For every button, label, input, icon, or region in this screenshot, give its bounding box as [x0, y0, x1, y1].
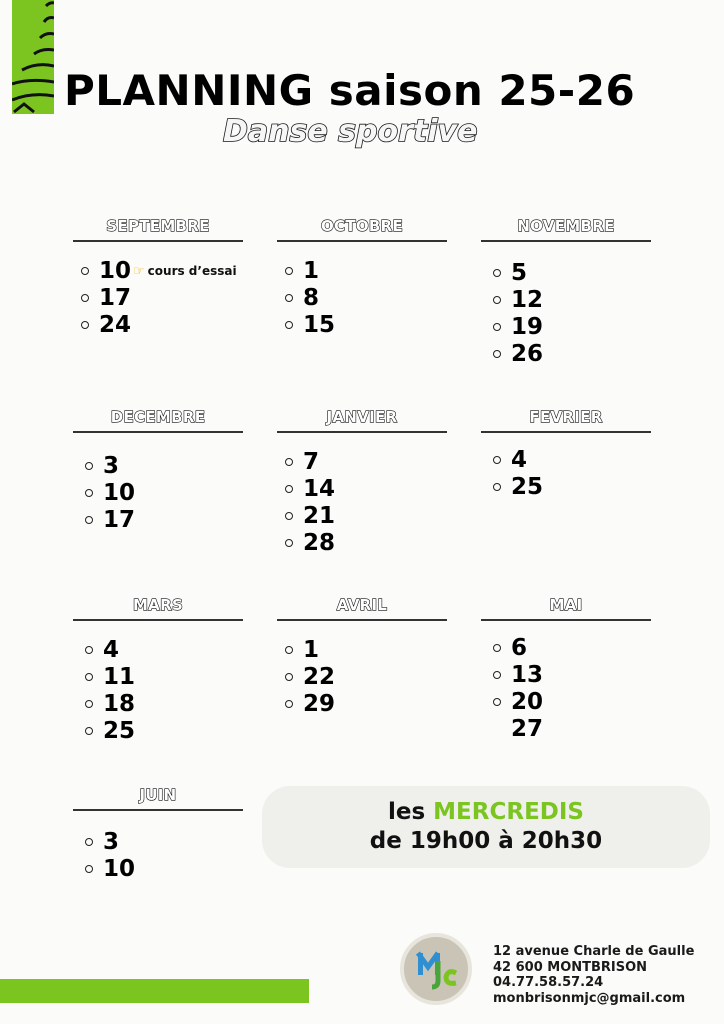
day-number: 22 [303, 663, 336, 690]
day-number: 24 [99, 311, 132, 338]
page-subtitle: Danse sportive [223, 114, 478, 149]
day-number: 28 [303, 529, 336, 556]
list-item [285, 258, 447, 285]
schedule-prefix: les [387, 799, 434, 825]
month-title: MAI [549, 596, 583, 614]
list-item [81, 258, 243, 285]
day-number: 25 [103, 717, 136, 744]
day-list [481, 447, 651, 501]
month-decembre [73, 406, 243, 534]
day-number: 15 [303, 311, 336, 338]
list-item [493, 287, 651, 314]
list-item [285, 664, 447, 691]
list-item [85, 664, 243, 691]
list-item [493, 447, 651, 474]
month-divider [277, 240, 447, 242]
month-janvier [277, 406, 447, 557]
zebra-pattern-icon [12, 0, 54, 114]
bullet-icon [493, 725, 501, 733]
bullet-icon [81, 267, 89, 275]
schedule-time: de 19h00 à 20h30 [369, 828, 603, 854]
bullet-icon [493, 483, 501, 491]
mjc-logo [400, 933, 472, 1005]
contact-info [493, 944, 718, 1006]
contact-address-street: 12 avenue Charle de Gaulle [493, 944, 695, 959]
list-item [85, 453, 243, 480]
list-item [493, 260, 651, 287]
day-number: 19 [511, 313, 544, 340]
month-divider [73, 809, 243, 811]
list-item [493, 689, 651, 716]
bullet-icon [493, 644, 501, 652]
bullet-icon [85, 700, 93, 708]
month-divider [277, 619, 447, 621]
list-item [285, 637, 447, 664]
day-number: 29 [303, 690, 336, 717]
day-number: 20 [511, 688, 544, 715]
month-divider [73, 431, 243, 433]
day-list [73, 637, 243, 745]
month-mai [481, 594, 651, 743]
bullet-icon [85, 516, 93, 524]
bullet-icon [285, 539, 293, 547]
month-divider [73, 240, 243, 242]
month-title: NOVEMBRE [517, 217, 615, 235]
bullet-icon [285, 321, 293, 329]
list-item [493, 716, 651, 743]
day-number: 10 [103, 479, 136, 506]
list-item [493, 474, 651, 501]
list-item [493, 341, 651, 368]
list-item [81, 312, 243, 339]
pointing-hand-icon: ☞ [133, 263, 145, 279]
month-divider [481, 619, 651, 621]
day-number: 1 [303, 257, 320, 284]
day-number: 25 [511, 473, 544, 500]
day-list [481, 635, 651, 743]
day-number: 1 [303, 636, 320, 663]
bullet-icon [493, 296, 501, 304]
day-number: 3 [103, 828, 120, 855]
month-divider [277, 431, 447, 433]
bullet-icon [493, 456, 501, 464]
day-number: 27 [511, 715, 544, 742]
list-item [85, 718, 243, 745]
day-number: 13 [511, 661, 544, 688]
bullet-icon [285, 267, 293, 275]
day-number: 21 [303, 502, 336, 529]
month-divider [73, 619, 243, 621]
list-item [85, 480, 243, 507]
list-item [85, 829, 243, 856]
month-title: OCTOBRE [320, 217, 404, 235]
month-octobre [277, 215, 447, 339]
day-list [277, 258, 447, 339]
month-juin [73, 784, 243, 883]
note-text: cours d’essai [147, 264, 237, 278]
list-item [81, 285, 243, 312]
page-title: PLANNING saison 25-26 [64, 66, 636, 115]
bullet-icon [285, 512, 293, 520]
list-item [285, 312, 447, 339]
decorative-green-strip-top [12, 0, 54, 114]
list-item [285, 285, 447, 312]
day-number: 11 [103, 663, 136, 690]
schedule-weekday: MERCREDIS [433, 799, 584, 825]
list-item [85, 637, 243, 664]
month-fevrier [481, 406, 651, 501]
day-number: 8 [303, 284, 320, 311]
bullet-icon [85, 462, 93, 470]
day-number: 12 [511, 286, 544, 313]
day-number: 5 [511, 259, 528, 286]
bullet-icon [285, 673, 293, 681]
day-number: 10 [103, 855, 136, 882]
month-septembre [73, 215, 243, 339]
bullet-icon [493, 671, 501, 679]
bullet-icon [285, 646, 293, 654]
contact-address-city: 42 600 MONTBRISON [493, 959, 648, 975]
month-title: AVRIL [336, 596, 388, 614]
day-number: 4 [103, 636, 120, 663]
month-title: MARS [132, 596, 184, 614]
day-number: 7 [303, 448, 320, 475]
schedule-day [262, 798, 710, 827]
bullet-icon [493, 323, 501, 331]
day-list [277, 449, 447, 557]
day-number: 17 [103, 506, 136, 533]
bullet-icon [81, 321, 89, 329]
day-number: 14 [303, 475, 336, 502]
bullet-icon [285, 700, 293, 708]
day-list [73, 453, 243, 534]
bullet-icon [493, 269, 501, 277]
bullet-icon [85, 865, 93, 873]
day-number: 17 [99, 284, 132, 311]
month-mars [73, 594, 243, 745]
list-item [285, 530, 447, 557]
day-list [73, 829, 243, 883]
month-title: SEPTEMBRE [106, 217, 210, 235]
list-item [85, 507, 243, 534]
month-title: JUIN [139, 786, 177, 804]
day-number: 26 [511, 340, 544, 367]
bullet-icon [85, 727, 93, 735]
month-title: FEVRIER [529, 408, 603, 426]
day-list [277, 637, 447, 718]
day-number: 4 [511, 446, 528, 473]
list-item [285, 691, 447, 718]
bullet-icon [85, 646, 93, 654]
list-item [285, 476, 447, 503]
list-item [493, 662, 651, 689]
bullet-icon [493, 698, 501, 706]
month-divider [481, 240, 651, 242]
day-number: 3 [103, 452, 120, 479]
bullet-icon [85, 838, 93, 846]
day-number: 18 [103, 690, 136, 717]
bullet-icon [285, 458, 293, 466]
day-number: 6 [511, 634, 528, 661]
month-divider [481, 431, 651, 433]
trial-class-note [133, 264, 237, 279]
bullet-icon [285, 294, 293, 302]
contact-phone: 04.77.58.57.24 [493, 975, 604, 990]
day-list [73, 258, 243, 339]
schedule-box [262, 786, 710, 868]
list-item [285, 503, 447, 530]
month-avril [277, 594, 447, 718]
decorative-green-strip-bottom [0, 979, 309, 1003]
list-item [493, 635, 651, 662]
contact-email[interactable]: monbrisonmjc@gmail.com [493, 990, 686, 1006]
month-title: JANVIER [326, 408, 398, 426]
bullet-icon [285, 485, 293, 493]
bullet-icon [85, 489, 93, 497]
day-number: 10 [99, 257, 132, 284]
list-item [85, 691, 243, 718]
list-item [285, 449, 447, 476]
month-title: DECEMBRE [110, 408, 206, 426]
bullet-icon [493, 350, 501, 358]
month-novembre [481, 215, 651, 368]
list-item [493, 314, 651, 341]
mjc-logo-icon [404, 937, 468, 1001]
bullet-icon [81, 294, 89, 302]
list-item [85, 856, 243, 883]
bullet-icon [85, 673, 93, 681]
day-list [481, 260, 651, 368]
